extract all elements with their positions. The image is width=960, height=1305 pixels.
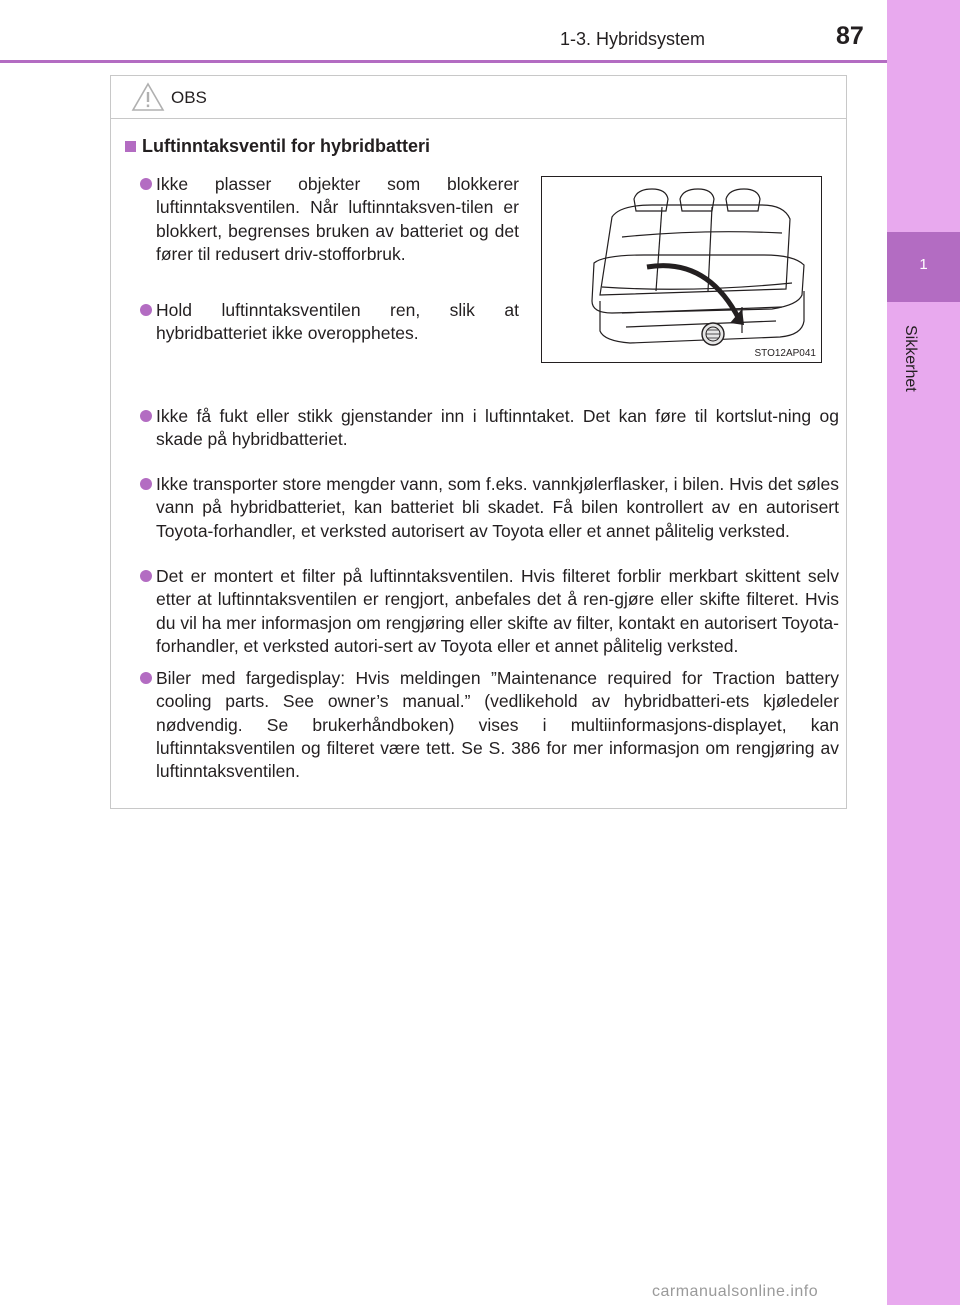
side-tab-chapter-number: 1: [919, 256, 928, 273]
bullet-dot-icon: [140, 410, 152, 422]
bullet-text: Ikke få fukt eller stikk gjenstander inn i luftinntaket. Det kan føre til kortslut-ning og skade på hybridbatteriet.: [156, 406, 839, 450]
rear-seat-illustration: [541, 176, 822, 363]
figure-code: STO12AP041: [754, 348, 816, 359]
bullet-dot-icon: [140, 478, 152, 490]
bullet-dot-icon: [140, 178, 152, 190]
bullet-item: [156, 667, 839, 783]
rear-seat-drawing: [542, 177, 822, 363]
caution-header: [111, 76, 846, 119]
square-bullet-icon: [125, 141, 136, 152]
bullet-item: [156, 299, 519, 346]
page-number: 87: [836, 22, 864, 50]
bullet-item: [156, 405, 839, 452]
watermark: carmanualsonline.info: [652, 1283, 819, 1300]
bullet-item: [156, 173, 519, 266]
caution-subheading-text: Luftinntaksventil for hybridbatteri: [142, 136, 431, 156]
header-rule: [0, 60, 887, 63]
bullet-item: [156, 473, 839, 543]
caution-title: OBS: [171, 88, 207, 107]
caution-subheading: [125, 136, 430, 157]
side-tab-strip: [887, 0, 960, 1305]
bullet-text: Hold luftinntaksventilen ren, slik at hybridbatteriet ikke overopphetes.: [156, 300, 519, 344]
bullet-item: [156, 565, 839, 658]
bullet-text: Ikke transporter store mengder vann, som f.eks. vannkjølerflasker, i bilen. Hvis det søles vann på hybridbatteriet, kan batteriet bli skadet. Få bilen kontrollert av en autorisert Toyota-forhandler, et verksted autorisert av Toyota eller et annet pålitelig verksted.: [156, 474, 839, 541]
bullet-dot-icon: [140, 304, 152, 316]
bullet-text: Ikke plasser objekter som blokkerer luftinntaksventilen. Når luftinntaksven-tilen er blokkert, begrenses bruken av batteriet og det fører til redusert driv-stofforbruk.: [156, 174, 519, 264]
bullet-text: Biler med fargedisplay: Hvis meldingen ”Maintenance required for Traction battery cooling parts. See owner’s manual.” (vedlikehold av hybridbatteri-ets kjøledeler nødvendig. Se brukerhåndboken) vises i multiinformasjons-displayet, kan luftinntaksventilen og filteret være tett. Se S. 386 for mer informasjon om rengjøring av luftinntaksventilen.: [156, 668, 839, 782]
bullet-text: Det er montert et filter på luftinntaksventilen. Hvis filteret forblir merkbart skittent selv etter at luftinntaksventilen er rengjort, anbefales det å ren-gjøre eller skifte filteret. Hvis du vil ha mer informasjon om rengjøring eller skifte av filter, kontakt en autorisert Toyota-forhandler, et verksted autori-sert av Toyota eller et annet pålitelig verksted.: [156, 566, 839, 656]
running-header-section: 1-3. Hybridsystem: [560, 29, 706, 49]
caution-box: [110, 75, 847, 809]
bullet-dot-icon: [140, 570, 152, 582]
warning-triangle-icon: [131, 82, 165, 112]
bullet-dot-icon: [140, 672, 152, 684]
side-tab-chapter-label: Sikkerhet: [902, 325, 919, 392]
